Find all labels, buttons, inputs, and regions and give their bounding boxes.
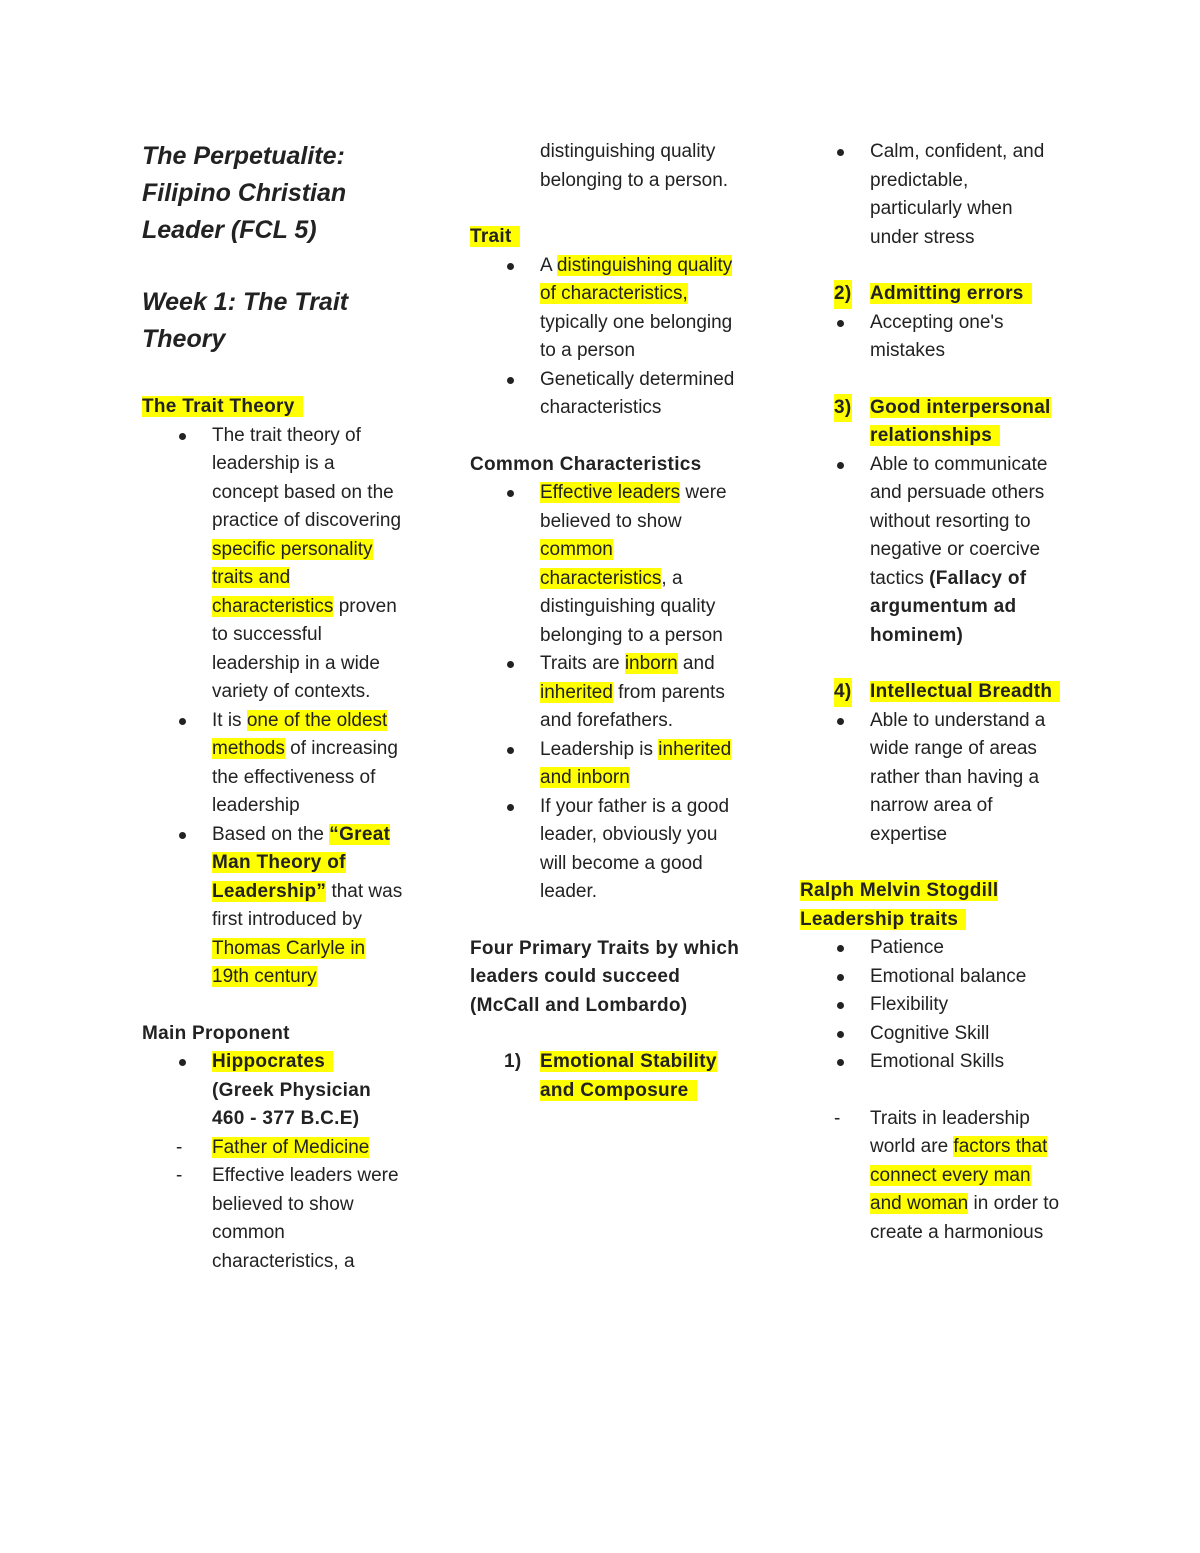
stogdill-traits-list (800, 934, 1062, 1077)
list-item: Accepting one's mistakes (800, 309, 1062, 366)
trait-4 (800, 678, 1062, 707)
list-item: Cognitive Skill (800, 1020, 1062, 1049)
proponent-dash-list (142, 1134, 404, 1277)
trait-1-detail-list (800, 138, 1062, 252)
list-item: Traits are inborn and inherited from parents and forefathers. (470, 650, 740, 736)
list-item: Hippocrates (Greek Physician 460 - 377 B.C.E) (142, 1048, 404, 1134)
trait-3 (800, 394, 1062, 451)
column-2 (470, 138, 740, 1105)
list-item: A distinguishing quality of characteristics, typically one belonging to a person (470, 252, 740, 366)
stogdill-heading: Ralph Melvin Stogdill Leadership traits (800, 880, 999, 930)
primary-traits-list (470, 1048, 740, 1105)
trait-heading: Trait (470, 223, 740, 252)
list-item: Flexibility (800, 991, 1062, 1020)
trait-list (470, 252, 740, 423)
list-item: Patience (800, 934, 1062, 963)
list-item: Leadership is inherited and inborn (470, 736, 740, 793)
list-item: Calm, confident, and predictable, particularly when under stress (800, 138, 1062, 252)
trait-4-detail-list (800, 707, 1062, 850)
common-characteristics-heading: Common Characteristics (470, 453, 702, 475)
leadership-dash-list (800, 1105, 1062, 1248)
continued-text: distinguishing quality belonging to a person. (540, 141, 729, 191)
document-title: The Perpetualite: Filipino Christian Leader (FCL 5) (142, 142, 347, 244)
list-item: 3) Good interpersonal relationships (800, 394, 1062, 451)
list-item: 1) Emotional Stability and Composure (504, 1051, 717, 1101)
list-item: Able to communicate and persuade others without resorting to negative or coercive tactics (Fallacy of argumentum ad hominem) (800, 451, 1062, 651)
four-primary-traits-heading: Four Primary Traits by which leaders could succeed (McCall and Lombardo) (470, 937, 740, 1016)
list-item: Effective leaders were believed to show common characteristics, a distinguishing quality belonging to a person (470, 479, 740, 650)
list-item: It is one of the oldest methods of increasing the effectiveness of leadership (142, 707, 404, 821)
trait-3-detail-list (800, 451, 1062, 651)
list-item: The trait theory of leadership is a concept based on the practice of discovering specific personality traits and characteristics proven to successful leadership in a wide variety of contexts. (142, 422, 404, 707)
column-3 (800, 138, 1062, 1247)
trait-2 (800, 280, 1062, 309)
trait-theory-heading: The Trait Theory (142, 393, 404, 422)
common-characteristics-list (470, 479, 740, 907)
list-item: Able to understand a wide range of areas rather than having a narrow area of expertise (800, 707, 1062, 850)
list-item: - Traits in leadership world are factors that connect every man and woman in order to create a harmonious (800, 1105, 1062, 1248)
main-proponent-heading: Main Proponent (142, 1022, 290, 1044)
list-item: Genetically determined characteristics (470, 366, 740, 423)
list-item: Based on the “Great Man Theory of Leadership” that was first introduced by Thomas Carlyle in 19th century (142, 821, 404, 992)
list-item: Emotional Skills (800, 1048, 1062, 1077)
list-item: - Father of Medicine (142, 1134, 404, 1163)
trait-theory-list (142, 422, 404, 992)
list-item: - Effective leaders were believed to show common characteristics, a (142, 1162, 404, 1276)
list-item: 4) Intellectual Breadth (800, 678, 1062, 707)
list-item: 2) Admitting errors (800, 280, 1062, 309)
trait-2-detail-list (800, 309, 1062, 366)
week-title: Week 1: The Trait Theory (142, 288, 349, 353)
list-item: If your father is a good leader, obviously you will become a good leader. (470, 793, 740, 907)
list-item: Emotional balance (800, 963, 1062, 992)
column-1 (142, 138, 404, 1276)
proponent-list (142, 1048, 404, 1134)
